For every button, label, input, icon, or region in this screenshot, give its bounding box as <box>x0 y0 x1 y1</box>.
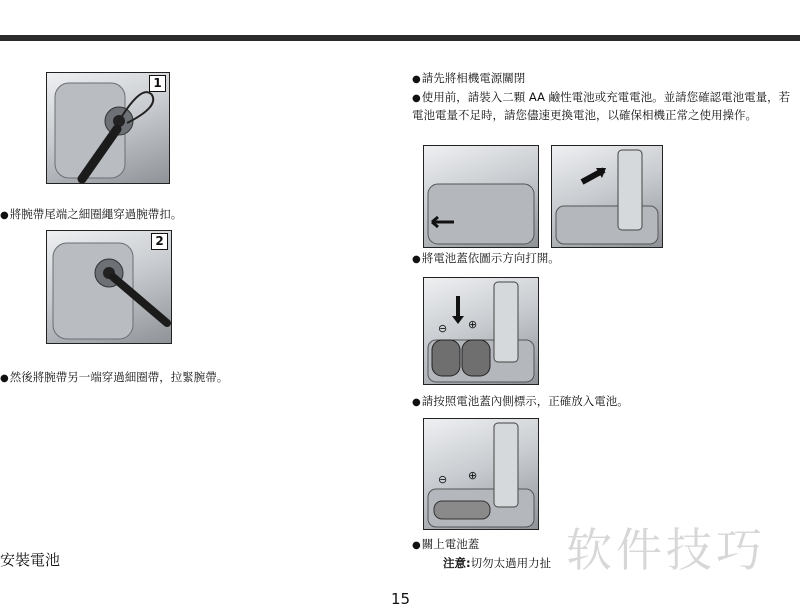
watermark-text: 软件技巧 <box>566 520 800 580</box>
caption-text: 將腕帶尾端之細圈繩穿過腕帶扣。 <box>9 207 183 221</box>
wrist-strap-photo-1 <box>46 72 170 184</box>
top-rule <box>0 35 800 41</box>
plus-polarity-icon: ⊕ <box>468 469 478 482</box>
bullet: ● <box>0 210 9 221</box>
batteries-installed-photo <box>423 418 539 530</box>
battery-cover-closed-photo <box>423 145 539 248</box>
intro-text: 請先將相機電源關閉 <box>421 71 526 85</box>
note-label: 注意: <box>443 556 471 570</box>
minus-polarity-icon: ⊖ <box>438 322 448 335</box>
bullet: ● <box>412 254 421 265</box>
cover-opening-illustration <box>552 146 662 247</box>
minus-polarity-icon: ⊖ <box>438 473 448 486</box>
plus-polarity-icon: ⊕ <box>468 318 478 331</box>
intro-line-1 <box>412 70 525 88</box>
bullet: ● <box>412 540 421 551</box>
bullet: ● <box>412 74 421 85</box>
intro-text: 使用前，請裝入二顆 AA 鹼性電池或充電電池。並請您確認電池電量，若電池電量不足時，請您儘速更換電池，以確保相機正常之使用操作。 <box>412 90 791 122</box>
battery-cover-opening-photo <box>551 145 663 248</box>
section-heading: 安裝電池 <box>0 551 61 569</box>
wrist-strap-photo-2 <box>46 230 172 344</box>
step-caption-1 <box>0 206 182 224</box>
caption-text: 將電池蓋依圖示方向打開。 <box>421 251 560 265</box>
step-number-badge: 1 <box>149 75 166 92</box>
caption-text: 關上電池蓋 <box>421 537 480 551</box>
bullet: ● <box>412 93 421 104</box>
bullet: ● <box>412 397 421 408</box>
cover-closed-illustration <box>424 146 538 247</box>
bullet: ● <box>0 373 9 384</box>
insert-battery-photo <box>423 277 539 385</box>
caption-text: 然後將腕帶另一端穿過細圈帶，拉緊腕帶。 <box>9 370 229 384</box>
note-text: 切勿太過用力扯 <box>470 556 552 570</box>
warning-note <box>443 555 551 571</box>
open-cover-caption <box>412 250 560 268</box>
insert-battery-caption <box>412 393 629 411</box>
step-number-badge: 2 <box>151 233 168 250</box>
page-number: 15 <box>391 590 411 608</box>
intro-paragraph <box>412 89 797 124</box>
caption-text: 請按照電池蓋內側標示，正確放入電池。 <box>421 394 629 408</box>
step-caption-2 <box>0 369 228 387</box>
close-cover-caption <box>412 536 479 554</box>
